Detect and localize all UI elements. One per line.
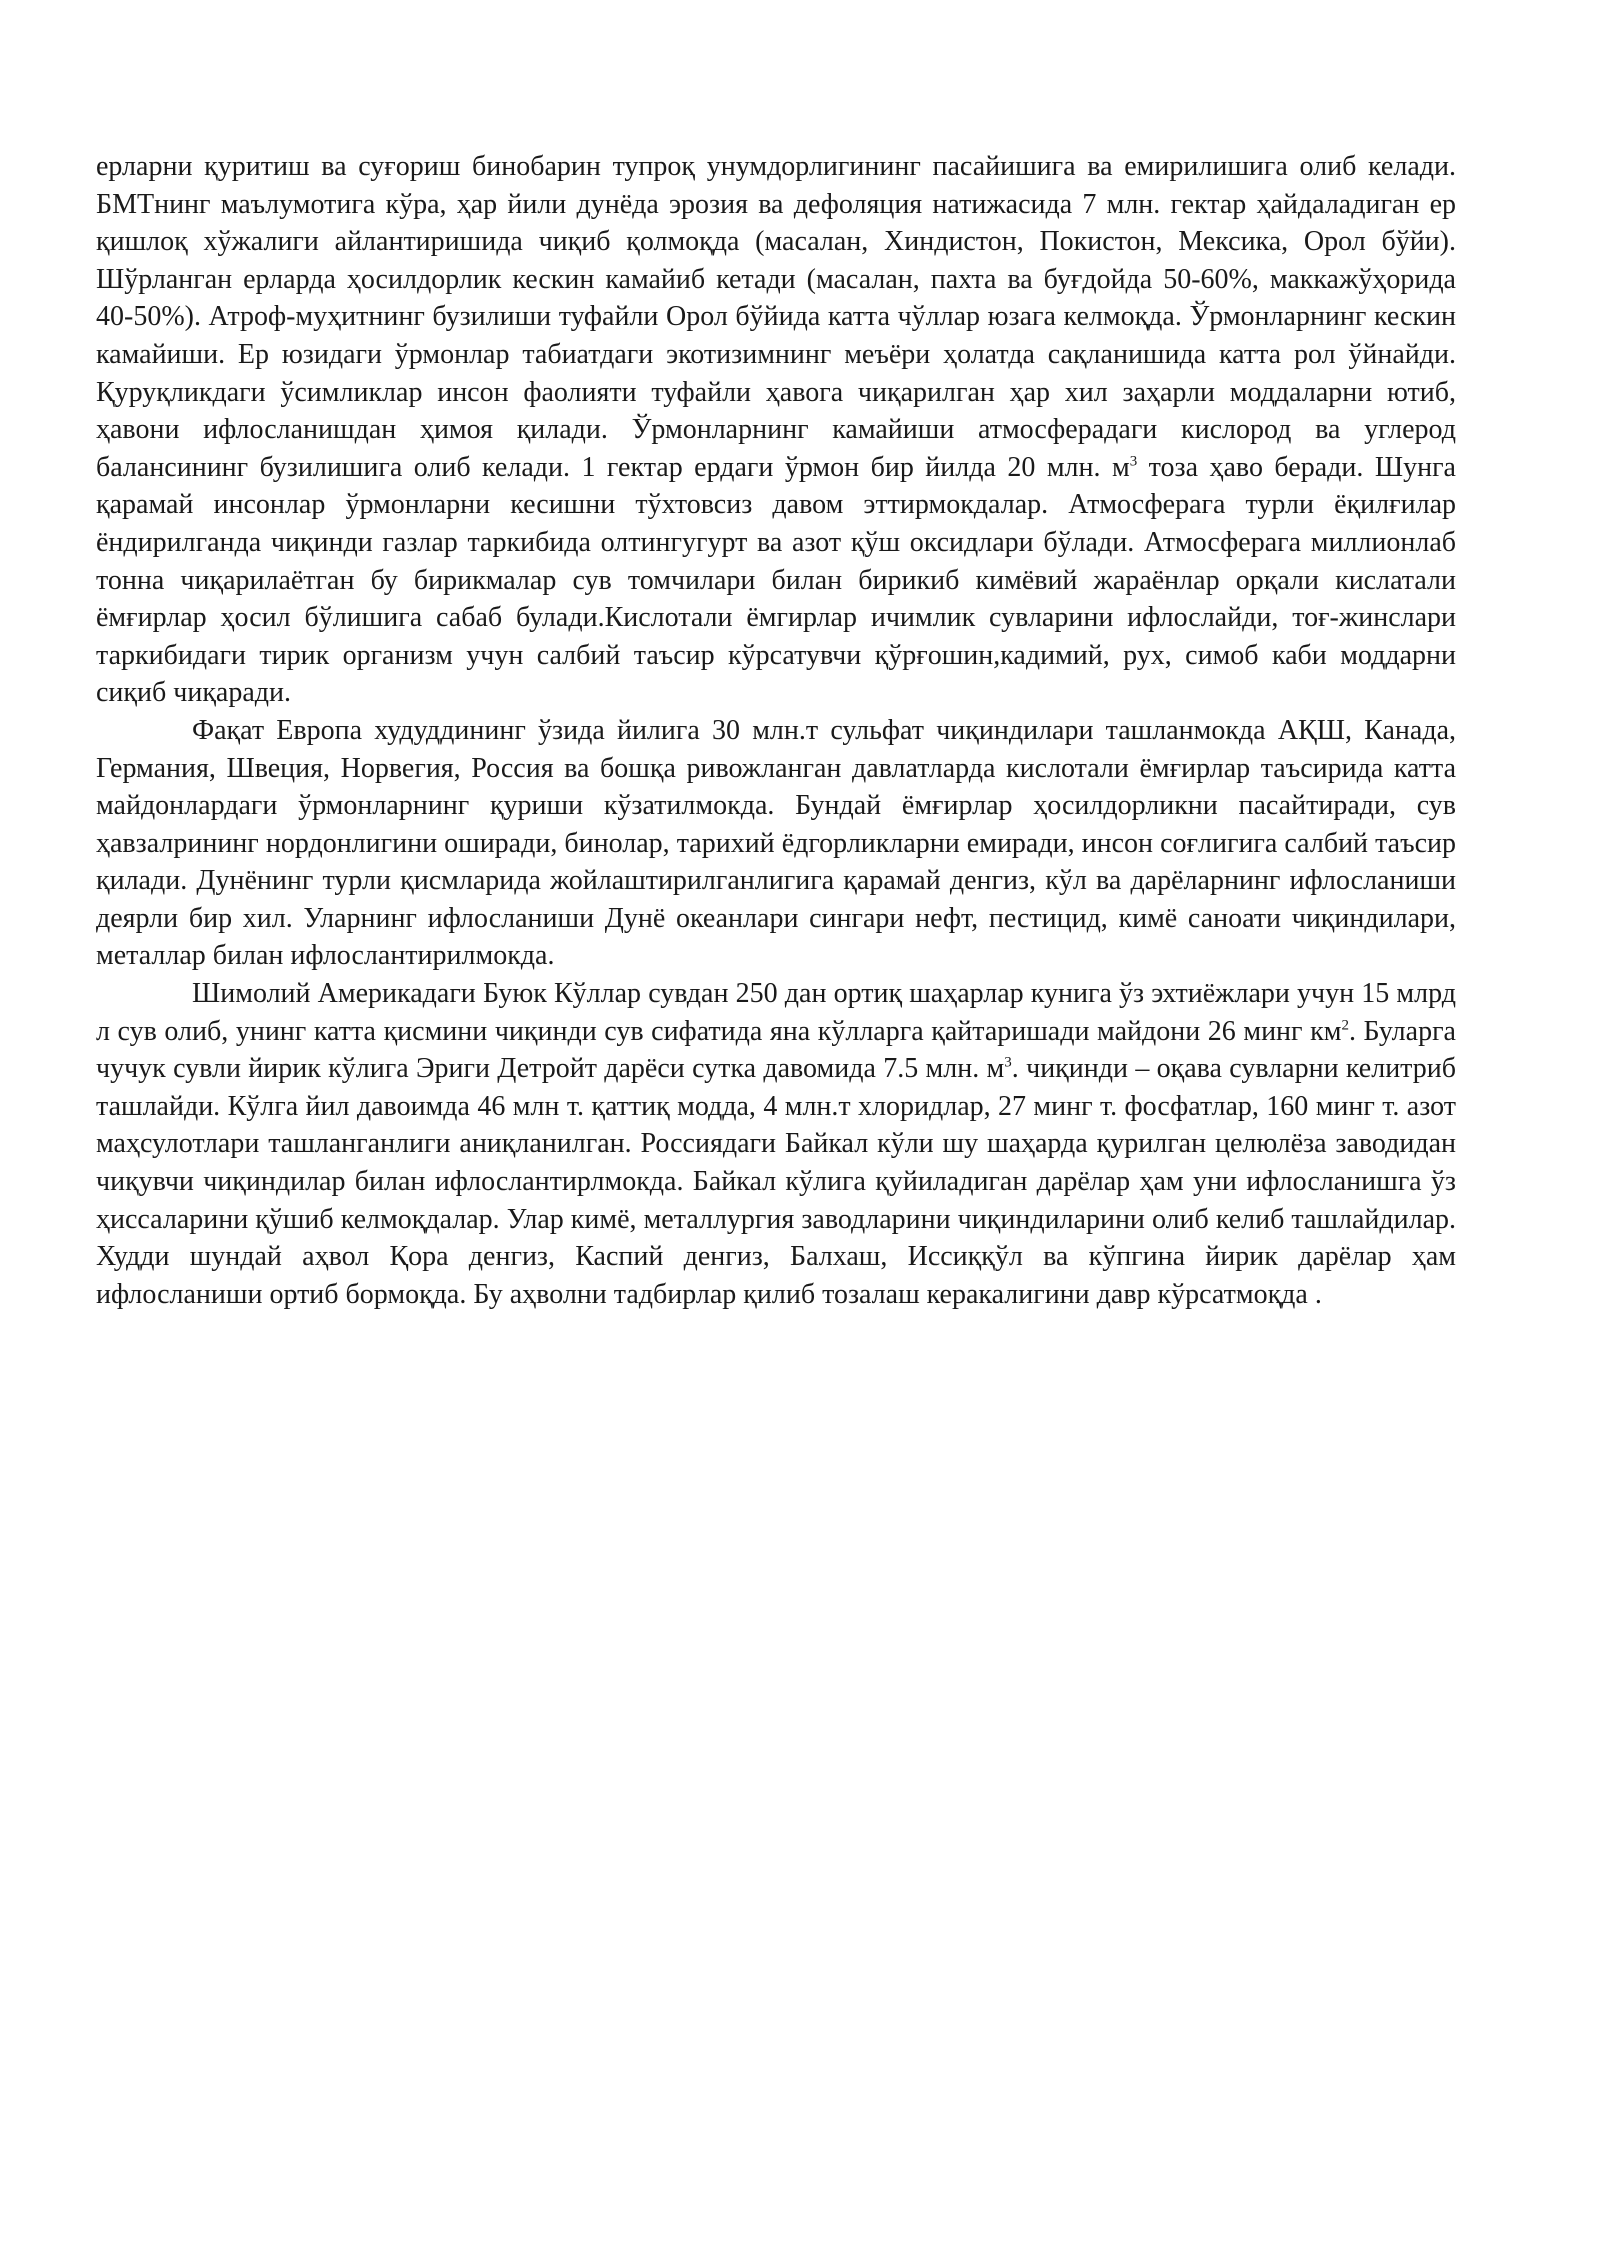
paragraph-2 bbox=[96, 712, 1456, 975]
superscript-cubic: 3 bbox=[1129, 453, 1138, 470]
paragraph-1-text-b: тоза ҳаво беради. Шунга қарамай инсонлар ўрмонларни кесишни тўхтовсиз давом эттирмокдалар. Атмосферага турли ёқилғилар ёндирилганда чиқинди газлар таркибида олтингугурт ва азот қўш оксидлари бўлади. Атмосферага миллионлаб тонна чиқарилаётган бу бирикмалар сув томчилари билан бирикиб кимёвий жараёнлар орқали кислатали ёмғирлар ҳосил бўлишига сабаб булади.Кислотали ёмгирлар ичимлик сувларини ифлослайди, тоғ-жинслари таркибидаги тирик организм учун салбий таъсир кўрсатувчи қўрғошин,кадимий, рух, симоб каби моддарни сиқиб чиқаради. bbox=[96, 451, 1456, 709]
paragraph-3-text-c: . чиқинди – оқава сувларни келитриб ташлайди. Кўлга йил давоимда 46 млн т. қаттиқ модда, 4 млн.т хлоридлар, 27 минг т. фосфатлар, 160 минг т. азот маҳсулотлари ташланганлиги аниқланилган. Россиядаги Байкал кўли шу шаҳарда қурилган целюлёза заводидан чиқувчи чиқиндилар билан ифлослантирлмокда. Байкал кўлига қуйиладиган дарёлар ҳам уни ифлосланишга ўз ҳиссаларини қўшиб келмоқдалар. Улар кимё, металлургия заводларини чиқиндиларини олиб келиб ташлайдилар. Худди шундай аҳвол Қора денгиз, Каспий денгиз, Балхаш, Иссиққўл ва кўпгина йирик дарёлар ҳам ифлосланиши ортиб бормоқда. Бу аҳволни тадбирлар қилиб тозалаш керакалигини давр кўрсатмоқда . bbox=[96, 1053, 1456, 1310]
paragraph-2-text: Фақат Европа худуддининг ўзида йилига 30 млн.т сульфат чиқиндилари ташланмокда АҚШ, Канада, Германия, Швеция, Норвегия, Россия ва бошқа ривожланган давлатларда кислотали ёмғирлар таъсирида катта майдонлардаги ўрмонларнинг қуриши кўзатилмокда. Бундай ёмғирлар ҳосилдорликни пасайтиради, сув ҳавзалрининг нордонлигини оширади, бинолар, тарихий ёдгорликларни емиради, инсон соғлигига салбий таъсир қилади. Дунёнинг турли қисмларида жойлаштирилганлигига қарамай денгиз, кўл ва дарёларнинг ифлосланиши деярли бир хил. Уларнинг ифлосланиши Дунё океанлари сингари нефт, пестицид, кимё саноати чиқиндилари, металлар билан ифлослантирилмокда. bbox=[96, 714, 1456, 972]
document-page bbox=[96, 148, 1456, 1313]
paragraph-1 bbox=[96, 148, 1456, 712]
superscript-square: 2 bbox=[1341, 1017, 1349, 1034]
paragraph-3-text-a: Шимолий Америкадаги Буюк Кўллар сувдан 250 дан ортиқ шаҳарлар кунига ўз эхтиёжлари учун 15 млрд л сув олиб, унинг катта қисмини чиқинди сув сифатида яна кўлларга қайтаришади майдони 26 минг км bbox=[96, 978, 1456, 1047]
paragraph-1-text-a: ерларни қуритиш ва суғориш бинобарин тупроқ унумдорлигининг пасайишига ва емирилишига олиб келади. БМТнинг маълумотига кўра, ҳар йили дунёда эрозия ва дефоляция натижасида 7 млн. гектар ҳайдаладиган ер қишлоқ хўжалиги айлантиришида чиқиб қолмоқда (масалан, Хиндистон, Покистон, Мексика, Орол бўйи). Шўрланган ерларда ҳосилдорлик кескин камайиб кетади (масалан, пахта ва буғдойда 50-60%, маккажўҳорида 40-50%). Атроф-муҳитнинг бузилиши туфайли Орол бўйида катта чўллар юзага келмоқда. Ўрмонларнинг кескин камайиши. Ер юзидаги ўрмонлар табиатдаги экотизимнинг меъёри ҳолатда сақланишида катта рол ўйнайди. Қуруқликдаги ўсимликлар инсон фаолияти туфайли ҳавога чиқарилган ҳар хил заҳарли моддаларни ютиб, ҳавони ифлосланишдан ҳимоя қилади. Ўрмонларнинг камайиши атмосферадаги кислород ва углерод балансининг бузилишига олиб келади. 1 гектар ердаги ўрмон бир йилда 20 млн. м bbox=[96, 151, 1456, 483]
paragraph-3 bbox=[96, 975, 1456, 1313]
superscript-cubic: 3 bbox=[1004, 1054, 1012, 1071]
paragraph-3-text-b: . Буларга чучук сувли йирик кўлига Эриги Детройт дарёси сутка давомида 7.5 млн. м bbox=[96, 1015, 1456, 1085]
